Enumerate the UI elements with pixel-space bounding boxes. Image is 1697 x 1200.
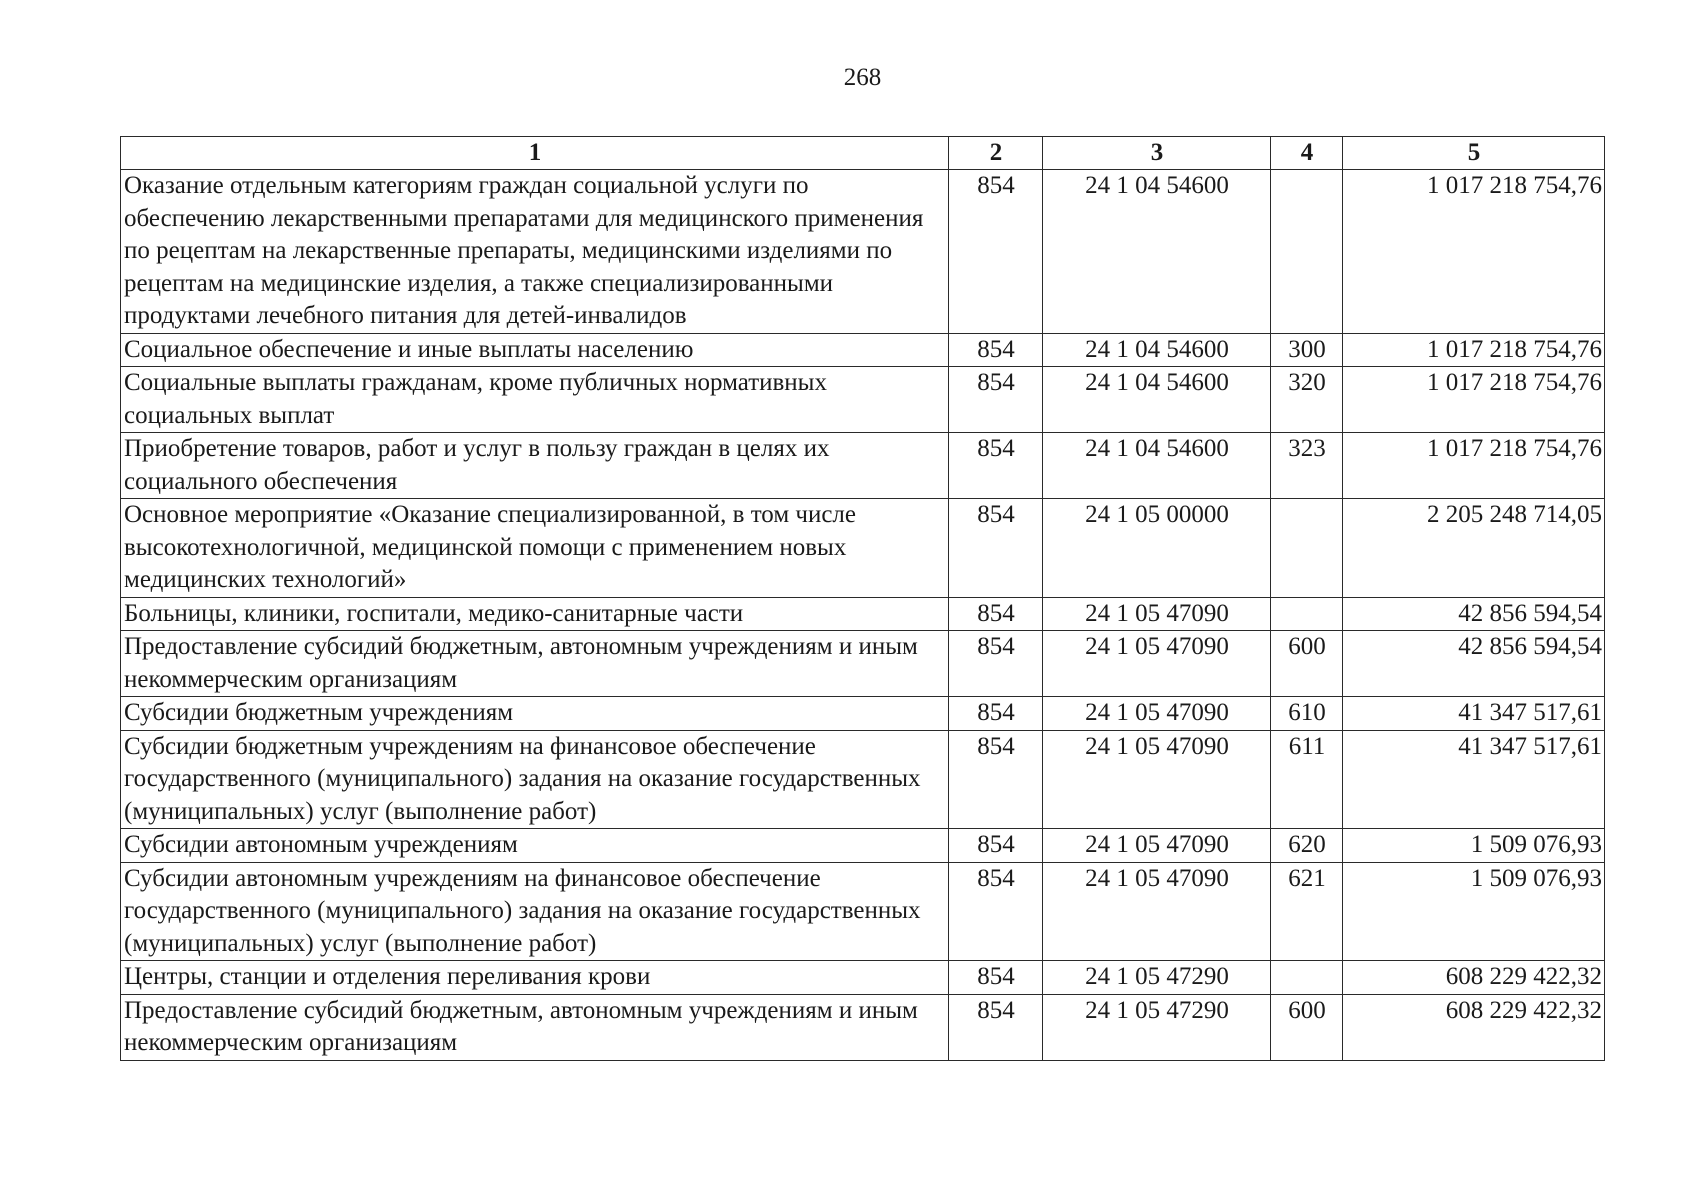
cell-expense-type: 621 [1271, 862, 1343, 961]
cell-name: Основное мероприятие «Оказание специализированной, в том числе высокотехнологичной, медицинской помощи с применением новых медицинских технологий» [121, 499, 949, 598]
cell-expense-type [1271, 170, 1343, 334]
table-row [121, 994, 1605, 1060]
cell-target-code: 24 1 05 47090 [1043, 862, 1271, 961]
cell-name: Субсидии автономным учреждениям на финансовое обеспечение государственного (муниципального) задания на оказание государственных (муниципальных) услуг (выполнение работ) [121, 862, 949, 961]
table-row [121, 631, 1605, 697]
cell-ministry-code: 854 [949, 697, 1043, 731]
cell-ministry-code: 854 [949, 862, 1043, 961]
cell-target-code: 24 1 04 54600 [1043, 170, 1271, 334]
cell-name: Социальные выплаты гражданам, кроме публичных нормативных социальных выплат [121, 367, 949, 433]
cell-expense-type: 610 [1271, 697, 1343, 731]
header-col-4: 4 [1271, 137, 1343, 170]
cell-expense-type: 620 [1271, 829, 1343, 863]
cell-amount: 1 509 076,93 [1343, 862, 1605, 961]
cell-ministry-code: 854 [949, 333, 1043, 367]
cell-target-code: 24 1 05 47090 [1043, 697, 1271, 731]
table-row [121, 170, 1605, 334]
cell-name: Субсидии автономным учреждениям [121, 829, 949, 863]
table-row [121, 597, 1605, 631]
cell-target-code: 24 1 04 54600 [1043, 433, 1271, 499]
cell-expense-type [1271, 499, 1343, 598]
table-row [121, 730, 1605, 829]
cell-amount: 608 229 422,32 [1343, 994, 1605, 1060]
cell-name: Центры, станции и отделения переливания крови [121, 961, 949, 995]
cell-ministry-code: 854 [949, 994, 1043, 1060]
cell-target-code: 24 1 05 47090 [1043, 597, 1271, 631]
header-col-3: 3 [1043, 137, 1271, 170]
table-row [121, 433, 1605, 499]
cell-ministry-code: 854 [949, 433, 1043, 499]
cell-amount: 42 856 594,54 [1343, 631, 1605, 697]
page-number: 268 [843, 64, 882, 91]
cell-name: Предоставление субсидий бюджетным, автономным учреждениям и иным некоммерческим организациям [121, 994, 949, 1060]
table-body [121, 170, 1605, 1061]
table-header [121, 137, 1605, 170]
table-row [121, 697, 1605, 731]
table-row [121, 961, 1605, 995]
cell-name: Социальное обеспечение и иные выплаты населению [121, 333, 949, 367]
table-row [121, 333, 1605, 367]
cell-ministry-code: 854 [949, 170, 1043, 334]
table-row [121, 499, 1605, 598]
header-col-5: 5 [1343, 137, 1605, 170]
cell-expense-type: 600 [1271, 994, 1343, 1060]
cell-amount: 608 229 422,32 [1343, 961, 1605, 995]
cell-target-code: 24 1 05 47290 [1043, 961, 1271, 995]
cell-ministry-code: 854 [949, 730, 1043, 829]
cell-expense-type: 611 [1271, 730, 1343, 829]
table-row [121, 367, 1605, 433]
cell-amount: 2 205 248 714,05 [1343, 499, 1605, 598]
cell-amount: 1 017 218 754,76 [1343, 433, 1605, 499]
table-row [121, 829, 1605, 863]
cell-target-code: 24 1 04 54600 [1043, 367, 1271, 433]
cell-target-code: 24 1 05 47090 [1043, 730, 1271, 829]
cell-amount: 1 017 218 754,76 [1343, 367, 1605, 433]
cell-target-code: 24 1 04 54600 [1043, 333, 1271, 367]
cell-name: Субсидии бюджетным учреждениям [121, 697, 949, 731]
cell-expense-type: 323 [1271, 433, 1343, 499]
cell-amount: 1 017 218 754,76 [1343, 333, 1605, 367]
table-row [121, 862, 1605, 961]
budget-table [120, 136, 1605, 1061]
cell-target-code: 24 1 05 00000 [1043, 499, 1271, 598]
cell-amount: 1 017 218 754,76 [1343, 170, 1605, 334]
cell-target-code: 24 1 05 47090 [1043, 829, 1271, 863]
cell-expense-type: 300 [1271, 333, 1343, 367]
cell-name: Приобретение товаров, работ и услуг в пользу граждан в целях их социального обеспечения [121, 433, 949, 499]
cell-expense-type [1271, 961, 1343, 995]
header-row [121, 137, 1605, 170]
cell-amount: 41 347 517,61 [1343, 730, 1605, 829]
cell-ministry-code: 854 [949, 829, 1043, 863]
cell-amount: 1 509 076,93 [1343, 829, 1605, 863]
cell-amount: 42 856 594,54 [1343, 597, 1605, 631]
cell-ministry-code: 854 [949, 597, 1043, 631]
cell-expense-type: 320 [1271, 367, 1343, 433]
cell-name: Больницы, клиники, госпитали, медико-санитарные части [121, 597, 949, 631]
cell-expense-type [1271, 597, 1343, 631]
header-col-1: 1 [121, 137, 949, 170]
cell-expense-type: 600 [1271, 631, 1343, 697]
cell-ministry-code: 854 [949, 961, 1043, 995]
cell-name: Субсидии бюджетным учреждениям на финансовое обеспечение государственного (муниципального) задания на оказание государственных (муниципальных) услуг (выполнение работ) [121, 730, 949, 829]
cell-name: Оказание отдельным категориям граждан социальной услуги по обеспечению лекарственными препаратами для медицинского применения по рецептам на лекарственные препараты, медицинскими изделиями по рецептам на медицинские изделия, а также специализированными продуктами лечебного питания для детей-инвалидов [121, 170, 949, 334]
cell-ministry-code: 854 [949, 499, 1043, 598]
cell-ministry-code: 854 [949, 631, 1043, 697]
cell-target-code: 24 1 05 47290 [1043, 994, 1271, 1060]
cell-amount: 41 347 517,61 [1343, 697, 1605, 731]
cell-target-code: 24 1 05 47090 [1043, 631, 1271, 697]
cell-name: Предоставление субсидий бюджетным, автономным учреждениям и иным некоммерческим организациям [121, 631, 949, 697]
header-col-2: 2 [949, 137, 1043, 170]
cell-ministry-code: 854 [949, 367, 1043, 433]
